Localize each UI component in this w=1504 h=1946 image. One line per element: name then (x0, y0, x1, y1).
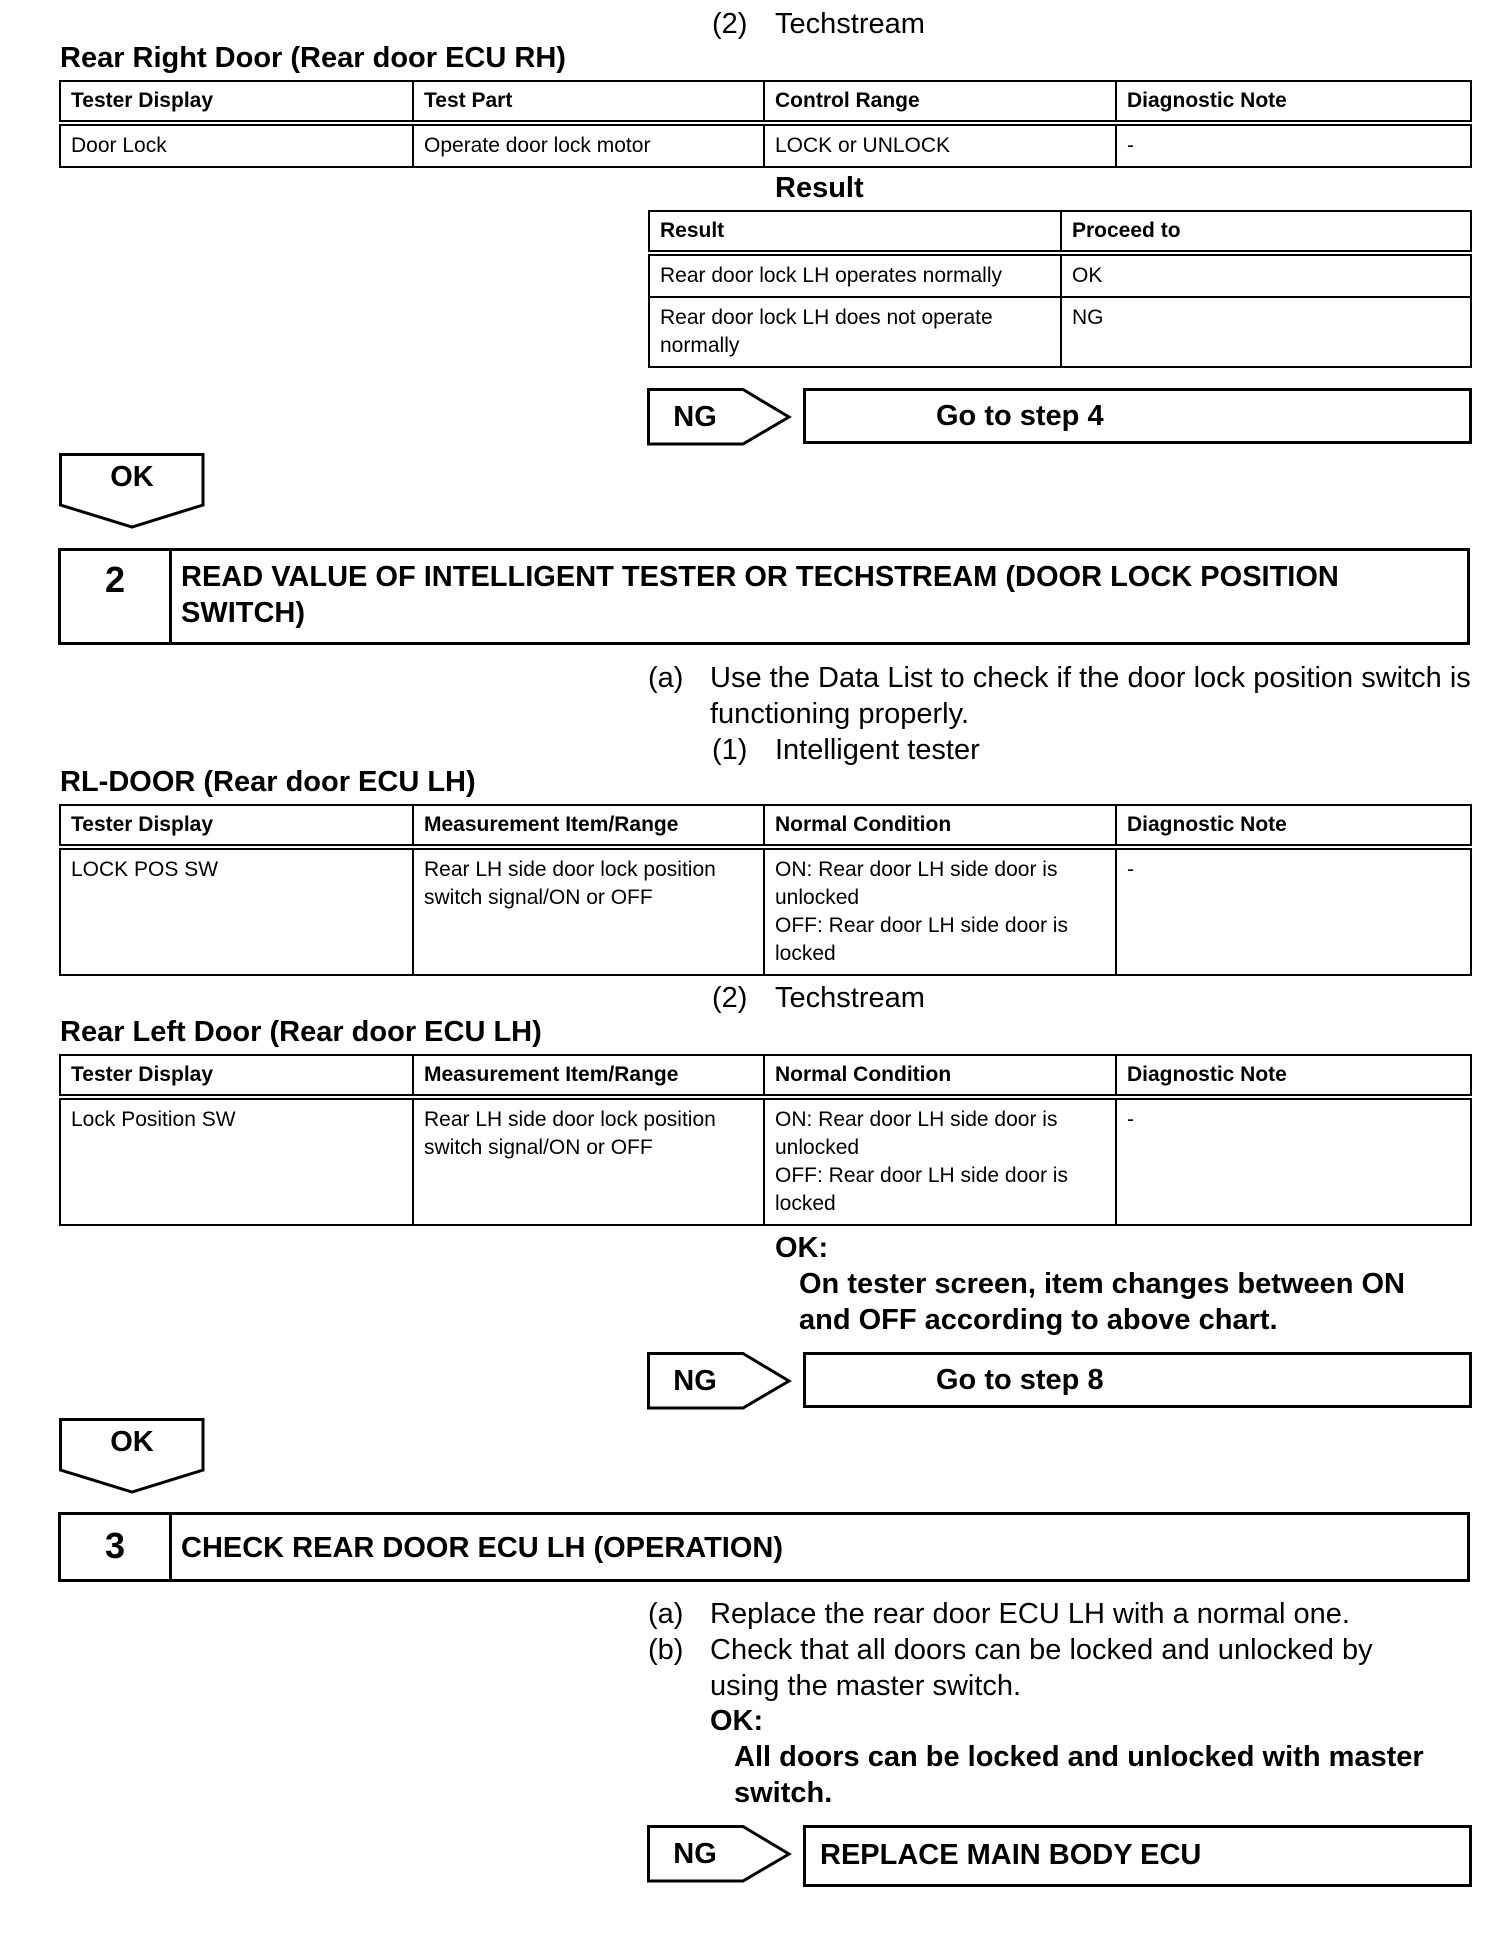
table-cell: OK (1061, 253, 1471, 297)
ng-label: NG (673, 1365, 717, 1397)
sub-item-num: (2) (712, 982, 748, 1014)
data-list-table (59, 1054, 1472, 1226)
sub-item-text: Techstream (775, 8, 925, 40)
item-label: (a) (648, 1598, 684, 1630)
item-label: (a) (648, 662, 684, 694)
ng-label: NG (673, 1838, 717, 1870)
target-text: Go to step 8 (936, 1364, 1104, 1396)
ok-arrow (59, 453, 205, 529)
ok-note-text: On tester screen, item changes between ON and OFF according to above chart. (799, 1268, 1405, 1336)
sub-item-text: Intelligent tester (775, 734, 980, 766)
table-cell: Lock Position SW (60, 1097, 413, 1225)
table-cell: Rear door lock LH operates normally (649, 253, 1061, 297)
column-header: Test Part (413, 81, 764, 123)
item-text: Replace the rear door ECU LH with a normal one. (710, 1598, 1350, 1630)
table-cell: NG (1061, 297, 1471, 367)
column-header: Normal Condition (764, 1055, 1116, 1097)
item-text: Use the Data List to check if the door lock position switch is functioning properly. (710, 662, 1471, 730)
column-header: Diagnostic Note (1116, 81, 1471, 123)
table-cell: Rear LH side door lock position switch signal/ON or OFF (413, 847, 764, 975)
table-cell: ON: Rear door LH side door is unlocked OFF: Rear door LH side door is locked (764, 847, 1116, 975)
ok-arrow (59, 1418, 205, 1494)
step-title: READ VALUE OF INTELLIGENT TESTER OR TECHSTREAM (DOOR LOCK POSITION SWITCH) (181, 561, 1339, 629)
step-2-header (58, 548, 1470, 645)
table-cell: Door Lock (60, 123, 413, 167)
table-row (60, 123, 1471, 167)
ok-note-text: All doors can be locked and unlocked with master switch. (734, 1741, 1424, 1809)
step-title: CHECK REAR DOOR ECU LH (OPERATION) (181, 1532, 784, 1564)
result-table (648, 210, 1472, 368)
ok-note-label: OK: (775, 1232, 829, 1264)
data-list-table (59, 804, 1472, 976)
table-cell: - (1116, 123, 1471, 167)
ng-arrow (647, 388, 797, 448)
table-row (60, 847, 1471, 975)
ng-label: NG (673, 401, 717, 433)
table-row (649, 297, 1471, 367)
table-row (649, 253, 1471, 297)
sub-item-text: Techstream (775, 982, 925, 1014)
table-cell: Rear LH side door lock position switch signal/ON or OFF (413, 1097, 764, 1225)
ok-note-label: OK: (710, 1705, 764, 1737)
table-cell: ON: Rear door LH side door is unlocked OFF: Rear door LH side door is locked (764, 1097, 1116, 1225)
column-header: Measurement Item/Range (413, 805, 764, 847)
column-header: Control Range (764, 81, 1116, 123)
column-header: Result (649, 211, 1061, 253)
column-header: Proceed to (1061, 211, 1471, 253)
go-to-step-4-box (803, 388, 1472, 444)
column-header: Tester Display (60, 805, 413, 847)
table-cell: - (1116, 847, 1471, 975)
table-cell: LOCK POS SW (60, 847, 413, 975)
column-header: Tester Display (60, 1055, 413, 1097)
item-label: (b) (648, 1634, 684, 1666)
column-header: Diagnostic Note (1116, 805, 1471, 847)
ok-label: OK (110, 461, 154, 493)
table-cell: Rear door lock LH does not operate normally (649, 297, 1061, 367)
table-title: RL-DOOR (Rear door ECU LH) (60, 766, 476, 798)
step-number: 3 (61, 1515, 172, 1579)
table-title: Rear Left Door (Rear door ECU LH) (60, 1016, 542, 1048)
target-text: REPLACE MAIN BODY ECU (820, 1839, 1202, 1871)
table-cell: LOCK or UNLOCK (764, 123, 1116, 167)
table-title: Rear Right Door (Rear door ECU RH) (60, 42, 566, 74)
sub-item-num: (2) (712, 8, 748, 40)
sub-item-num: (1) (712, 734, 748, 766)
result-title: Result (775, 172, 864, 204)
column-header: Normal Condition (764, 805, 1116, 847)
step-number: 2 (61, 551, 172, 642)
column-header: Tester Display (60, 81, 413, 123)
ng-arrow (647, 1825, 797, 1885)
ok-label: OK (110, 1426, 154, 1458)
step-3-header (58, 1512, 1470, 1582)
replace-main-body-ecu-box (803, 1825, 1472, 1887)
target-text: Go to step 4 (936, 400, 1104, 432)
spec-table (59, 80, 1472, 168)
go-to-step-8-box (803, 1352, 1472, 1408)
column-header: Measurement Item/Range (413, 1055, 764, 1097)
table-row (60, 1097, 1471, 1225)
ng-arrow (647, 1352, 797, 1412)
item-text: Check that all doors can be locked and unlocked by using the master switch. (710, 1634, 1373, 1702)
table-cell: Operate door lock motor (413, 123, 764, 167)
table-cell: - (1116, 1097, 1471, 1225)
column-header: Diagnostic Note (1116, 1055, 1471, 1097)
